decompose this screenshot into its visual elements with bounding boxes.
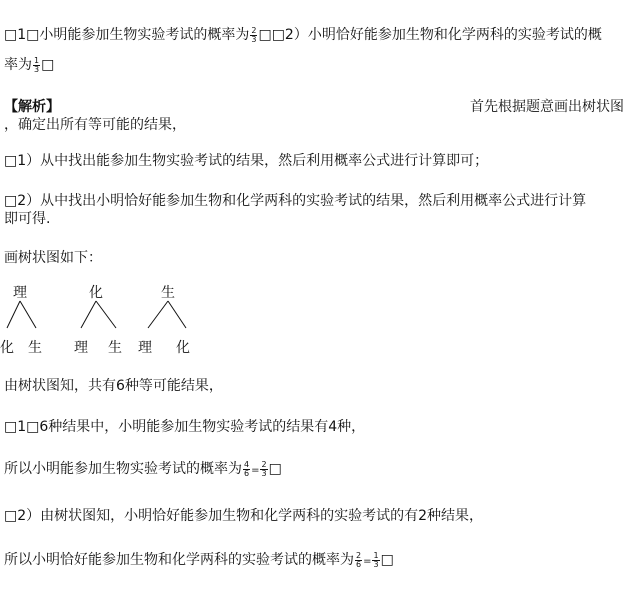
fraction-2-6: $\frac{2}{6}$ <box>356 550 362 569</box>
tree-edge <box>168 301 186 328</box>
tree-edge <box>96 301 116 328</box>
tree-edge <box>81 301 96 328</box>
answer-text-2a: 率为 <box>4 57 32 73</box>
fraction-1-3-result: $\frac{1}{3}$ <box>373 550 379 569</box>
fraction-4-6: $\frac{4}{6}$ <box>244 459 250 478</box>
tree-edge <box>7 301 20 328</box>
tree-root-1: 理 <box>13 285 27 301</box>
tree-intro: 画树状图如下： <box>4 250 102 266</box>
solution-line-1: 由树状图知，共有6种等可能结果， <box>4 378 223 394</box>
solution-text-5a: 所以小明恰好能参加生物和化学两科的实验考试的概率为 <box>4 552 354 568</box>
tree-leaf-2-1: 理 <box>74 340 88 356</box>
fraction-2-3: $\frac{2}{3}$ <box>251 25 257 44</box>
solution-line-5 <box>4 551 394 571</box>
tree-edge <box>148 301 168 328</box>
analysis-part-2-line-1: □2）从中找出小明恰好能参加生物和化学两科的实验考试的结果，然后利用概率公式进行计算 <box>4 193 587 209</box>
fraction-1-3: $\frac{1}{3}$ <box>34 55 40 74</box>
tree-leaf-3-2: 化 <box>176 340 190 356</box>
tree-leaf-1-1: 化 <box>0 340 14 356</box>
equals-sign: = <box>251 465 260 476</box>
analysis-part-1: □1）从中找出能参加生物实验考试的结果，然后利用概率公式进行计算即可； <box>4 153 489 169</box>
solution-line-3 <box>4 460 282 480</box>
solution-text-5b: □ <box>380 552 394 568</box>
tree-leaf-3-1: 理 <box>138 340 152 356</box>
solution-text-3b: □ <box>268 461 282 477</box>
tree-diagram <box>0 280 630 360</box>
answer-text-1a: □1□小明能参加生物实验考试的概率为 <box>4 27 250 43</box>
answer-text-2b: □ <box>41 57 55 73</box>
analysis-continuation: ，确定出所有等可能的结果， <box>4 117 186 133</box>
answer-text-1b: □□2）小明恰好能参加生物和化学两科的实验考试的概 <box>258 27 602 43</box>
solution-text-3a: 所以小明能参加生物实验考试的概率为 <box>4 461 242 477</box>
tree-leaf-2-2: 生 <box>108 340 122 356</box>
solution-line-4: □2）由树状图知，小明恰好能参加生物和化学两科的实验考试的有2种结果， <box>4 508 484 524</box>
answer-line-1 <box>4 26 602 44</box>
analysis-header: 【解析】 <box>4 99 60 115</box>
analysis-right-text: 首先根据题意画出树状图 <box>470 99 624 115</box>
tree-root-2: 化 <box>89 285 103 301</box>
tree-root-3: 生 <box>161 285 175 301</box>
fraction-2-3-result: $\frac{2}{3}$ <box>261 459 267 478</box>
tree-edge <box>20 301 36 328</box>
tree-leaf-1-2: 生 <box>28 340 42 356</box>
solution-line-2: □1□6种结果中，小明能参加生物实验考试的结果有4种， <box>4 419 366 435</box>
analysis-part-2-line-2: 即可得. <box>4 211 51 227</box>
answer-line-2 <box>4 56 54 74</box>
equals-sign: = <box>363 556 372 567</box>
